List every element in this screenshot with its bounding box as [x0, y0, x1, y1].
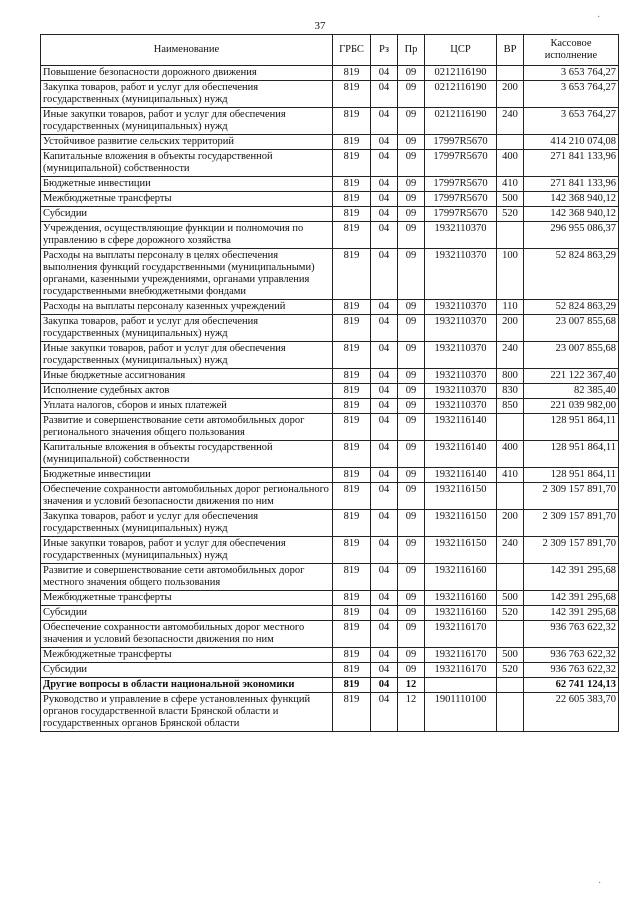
cell-amount: 142 368 940,12 — [524, 192, 619, 207]
cell-rz: 04 — [371, 384, 398, 399]
table-row — [41, 537, 619, 564]
cell-rz: 04 — [371, 468, 398, 483]
table-row — [41, 663, 619, 678]
cell-vr — [497, 483, 524, 510]
cell-name: Исполнение судебных актов — [41, 384, 333, 399]
table-row — [41, 414, 619, 441]
cell-name: Иные бюджетные ассигнования — [41, 369, 333, 384]
cell-grbs: 819 — [333, 108, 371, 135]
cell-name: Расходы на выплаты персоналу казенных учреждений — [41, 300, 333, 315]
cell-amount: 271 841 133,96 — [524, 150, 619, 177]
cell-vr — [497, 222, 524, 249]
cell-pr: 09 — [398, 606, 425, 621]
cell-name: Закупка товаров, работ и услуг для обеспечения государственных (муниципальных) нужд — [41, 81, 333, 108]
cell-amount: 2 309 157 891,70 — [524, 510, 619, 537]
cell-grbs: 819 — [333, 384, 371, 399]
cell-grbs: 819 — [333, 591, 371, 606]
cell-amount: 23 007 855,68 — [524, 315, 619, 342]
cell-name: Бюджетные инвестиции — [41, 177, 333, 192]
table-row — [41, 177, 619, 192]
cell-name: Межбюджетные трансферты — [41, 648, 333, 663]
cell-vr: 500 — [497, 192, 524, 207]
cell-grbs: 819 — [333, 621, 371, 648]
cell-grbs: 819 — [333, 66, 371, 81]
cell-amount: 3 653 764,27 — [524, 108, 619, 135]
cell-rz: 04 — [371, 564, 398, 591]
cell-vr — [497, 135, 524, 150]
cell-vr: 200 — [497, 81, 524, 108]
cell-csr: 1932110370 — [425, 300, 497, 315]
table-row — [41, 606, 619, 621]
cell-amount: 142 368 940,12 — [524, 207, 619, 222]
cell-grbs: 819 — [333, 648, 371, 663]
table-row — [41, 135, 619, 150]
cell-csr: 1932116170 — [425, 663, 497, 678]
cell-rz: 04 — [371, 315, 398, 342]
cell-amount: 62 741 124,13 — [524, 678, 619, 693]
table-row — [41, 591, 619, 606]
cell-vr — [497, 414, 524, 441]
cell-amount: 128 951 864,11 — [524, 468, 619, 483]
cell-name: Капитальные вложения в объекты государственной (муниципальной) собственности — [41, 441, 333, 468]
table-row — [41, 369, 619, 384]
cell-grbs: 819 — [333, 399, 371, 414]
cell-grbs: 819 — [333, 606, 371, 621]
cell-rz: 04 — [371, 648, 398, 663]
cell-csr: 1932116170 — [425, 648, 497, 663]
cell-pr: 09 — [398, 222, 425, 249]
cell-rz: 04 — [371, 510, 398, 537]
cell-rz: 04 — [371, 300, 398, 315]
cell-csr: 1932116160 — [425, 564, 497, 591]
cell-pr: 09 — [398, 621, 425, 648]
cell-rz: 04 — [371, 150, 398, 177]
cell-amount: 2 309 157 891,70 — [524, 537, 619, 564]
cell-pr: 09 — [398, 399, 425, 414]
cell-vr: 520 — [497, 207, 524, 222]
cell-grbs: 819 — [333, 222, 371, 249]
cell-pr: 09 — [398, 135, 425, 150]
cell-grbs: 819 — [333, 369, 371, 384]
table-row — [41, 192, 619, 207]
cell-name: Иные закупки товаров, работ и услуг для обеспечения государственных (муниципальных) нужд — [41, 537, 333, 564]
cell-vr: 240 — [497, 537, 524, 564]
cell-csr: 1932116150 — [425, 537, 497, 564]
table-row — [41, 510, 619, 537]
cell-amount: 23 007 855,68 — [524, 342, 619, 369]
header-rz: Рз — [371, 35, 398, 66]
cell-vr: 240 — [497, 342, 524, 369]
cell-name: Другие вопросы в области национальной экономики — [41, 678, 333, 693]
cell-csr: 1932116150 — [425, 510, 497, 537]
scan-mark: · — [598, 878, 602, 889]
cell-name: Межбюджетные трансферты — [41, 591, 333, 606]
cell-amount: 142 391 295,68 — [524, 606, 619, 621]
cell-amount: 221 039 982,00 — [524, 399, 619, 414]
cell-grbs: 819 — [333, 693, 371, 732]
cell-grbs: 819 — [333, 663, 371, 678]
cell-name: Закупка товаров, работ и услуг для обеспечения государственных (муниципальных) нужд — [41, 510, 333, 537]
cell-vr — [497, 693, 524, 732]
cell-csr: 1932116170 — [425, 621, 497, 648]
cell-rz: 04 — [371, 591, 398, 606]
cell-pr: 09 — [398, 192, 425, 207]
cell-pr: 12 — [398, 693, 425, 732]
cell-grbs: 819 — [333, 678, 371, 693]
cell-vr: 520 — [497, 606, 524, 621]
cell-vr: 200 — [497, 510, 524, 537]
cell-rz: 04 — [371, 441, 398, 468]
cell-amount: 296 955 086,37 — [524, 222, 619, 249]
cell-pr: 09 — [398, 66, 425, 81]
table-row — [41, 222, 619, 249]
cell-csr: 17997R5670 — [425, 150, 497, 177]
table-row — [41, 108, 619, 135]
cell-rz: 04 — [371, 108, 398, 135]
cell-name: Межбюджетные трансферты — [41, 192, 333, 207]
cell-grbs: 819 — [333, 81, 371, 108]
cell-rz: 04 — [371, 663, 398, 678]
cell-amount: 271 841 133,96 — [524, 177, 619, 192]
header-grbs: ГРБС — [333, 35, 371, 66]
cell-pr: 09 — [398, 315, 425, 342]
cell-grbs: 819 — [333, 483, 371, 510]
cell-rz: 04 — [371, 342, 398, 369]
table-row — [41, 648, 619, 663]
cell-rz: 04 — [371, 207, 398, 222]
cell-csr: 0212116190 — [425, 108, 497, 135]
cell-name: Расходы на выплаты персоналу в целях обеспечения выполнения функций государственными (муниципальными) органами, казенными учреждениями, органами управления государственными внебюджетными фондами — [41, 249, 333, 300]
cell-vr — [497, 678, 524, 693]
cell-csr: 1932116140 — [425, 441, 497, 468]
cell-csr: 1932110370 — [425, 384, 497, 399]
cell-csr: 1932110370 — [425, 342, 497, 369]
cell-grbs: 819 — [333, 300, 371, 315]
table-body — [41, 66, 619, 732]
cell-rz: 04 — [371, 249, 398, 300]
cell-amount: 52 824 863,29 — [524, 249, 619, 300]
cell-vr: 520 — [497, 663, 524, 678]
cell-csr: 17997R5670 — [425, 192, 497, 207]
cell-name: Субсидии — [41, 207, 333, 222]
cell-csr — [425, 678, 497, 693]
cell-pr: 09 — [398, 300, 425, 315]
cell-pr: 09 — [398, 414, 425, 441]
cell-rz: 04 — [371, 192, 398, 207]
cell-pr: 09 — [398, 663, 425, 678]
cell-csr: 17997R5670 — [425, 207, 497, 222]
cell-pr: 09 — [398, 108, 425, 135]
cell-rz: 04 — [371, 81, 398, 108]
cell-name: Уплата налогов, сборов и иных платежей — [41, 399, 333, 414]
cell-csr: 1932116140 — [425, 468, 497, 483]
cell-amount: 128 951 864,11 — [524, 414, 619, 441]
cell-vr: 500 — [497, 591, 524, 606]
cell-pr: 09 — [398, 207, 425, 222]
cell-pr: 09 — [398, 249, 425, 300]
cell-amount: 52 824 863,29 — [524, 300, 619, 315]
header-vr: ВР — [497, 35, 524, 66]
cell-grbs: 819 — [333, 150, 371, 177]
cell-vr: 410 — [497, 468, 524, 483]
cell-grbs: 819 — [333, 177, 371, 192]
header-amount: Кассовое исполнение — [524, 35, 619, 66]
cell-pr: 09 — [398, 648, 425, 663]
cell-vr: 410 — [497, 177, 524, 192]
cell-vr: 500 — [497, 648, 524, 663]
cell-pr: 09 — [398, 177, 425, 192]
cell-grbs: 819 — [333, 249, 371, 300]
scan-mark: · — [597, 12, 601, 23]
cell-grbs: 819 — [333, 510, 371, 537]
cell-grbs: 819 — [333, 564, 371, 591]
cell-rz: 04 — [371, 369, 398, 384]
table-row — [41, 441, 619, 468]
cell-grbs: 819 — [333, 537, 371, 564]
cell-csr: 1932116160 — [425, 606, 497, 621]
cell-rz: 04 — [371, 177, 398, 192]
cell-vr: 400 — [497, 441, 524, 468]
table-row — [41, 81, 619, 108]
table-row — [41, 693, 619, 732]
cell-grbs: 819 — [333, 468, 371, 483]
cell-vr — [497, 621, 524, 648]
cell-name: Закупка товаров, работ и услуг для обеспечения государственных (муниципальных) нужд — [41, 315, 333, 342]
cell-pr: 09 — [398, 564, 425, 591]
cell-name: Руководство и управление в сфере установленных функций органов государственной власти Брянской области и государственных органов Брянской области — [41, 693, 333, 732]
cell-pr: 09 — [398, 342, 425, 369]
table-row — [41, 315, 619, 342]
cell-name: Развитие и совершенствование сети автомобильных дорог регионального значения общего пользования — [41, 414, 333, 441]
cell-vr: 850 — [497, 399, 524, 414]
cell-vr: 200 — [497, 315, 524, 342]
cell-name: Повышение безопасности дорожного движения — [41, 66, 333, 81]
cell-rz: 04 — [371, 606, 398, 621]
budget-execution-table — [40, 34, 619, 732]
cell-pr: 09 — [398, 510, 425, 537]
cell-csr: 0212116190 — [425, 81, 497, 108]
cell-vr: 830 — [497, 384, 524, 399]
cell-csr: 17997R5670 — [425, 135, 497, 150]
cell-rz: 04 — [371, 135, 398, 150]
cell-csr: 1932116150 — [425, 483, 497, 510]
cell-amount: 142 391 295,68 — [524, 591, 619, 606]
table-row — [41, 468, 619, 483]
cell-pr: 09 — [398, 441, 425, 468]
cell-amount: 142 391 295,68 — [524, 564, 619, 591]
cell-amount: 936 763 622,32 — [524, 648, 619, 663]
table-row — [41, 300, 619, 315]
cell-amount: 221 122 367,40 — [524, 369, 619, 384]
cell-csr: 1932110370 — [425, 369, 497, 384]
table-row — [41, 150, 619, 177]
cell-csr: 1932110370 — [425, 399, 497, 414]
cell-grbs: 819 — [333, 135, 371, 150]
cell-name: Иные закупки товаров, работ и услуг для обеспечения государственных (муниципальных) нужд — [41, 108, 333, 135]
cell-grbs: 819 — [333, 192, 371, 207]
cell-amount: 3 653 764,27 — [524, 81, 619, 108]
table-row — [41, 207, 619, 222]
header-pr: Пр — [398, 35, 425, 66]
cell-vr: 110 — [497, 300, 524, 315]
table-row — [41, 399, 619, 414]
cell-amount: 936 763 622,32 — [524, 663, 619, 678]
cell-amount: 22 605 383,70 — [524, 693, 619, 732]
cell-csr: 1932110370 — [425, 315, 497, 342]
cell-rz: 04 — [371, 222, 398, 249]
cell-rz: 04 — [371, 483, 398, 510]
cell-csr: 1901110100 — [425, 693, 497, 732]
header-csr: ЦСР — [425, 35, 497, 66]
cell-grbs: 819 — [333, 315, 371, 342]
cell-csr: 0212116190 — [425, 66, 497, 81]
cell-grbs: 819 — [333, 414, 371, 441]
cell-csr: 1932110370 — [425, 249, 497, 300]
cell-name: Иные закупки товаров, работ и услуг для обеспечения государственных (муниципальных) нужд — [41, 342, 333, 369]
cell-name: Субсидии — [41, 663, 333, 678]
cell-pr: 09 — [398, 81, 425, 108]
cell-vr: 400 — [497, 150, 524, 177]
table-header-row — [41, 35, 619, 66]
header-name: Наименование — [41, 35, 333, 66]
cell-csr: 1932116160 — [425, 591, 497, 606]
cell-pr: 12 — [398, 678, 425, 693]
cell-name: Капитальные вложения в объекты государственной (муниципальной) собственности — [41, 150, 333, 177]
cell-vr — [497, 66, 524, 81]
table-row — [41, 342, 619, 369]
cell-pr: 09 — [398, 384, 425, 399]
cell-rz: 04 — [371, 399, 398, 414]
cell-amount: 128 951 864,11 — [524, 441, 619, 468]
cell-vr — [497, 564, 524, 591]
cell-vr: 800 — [497, 369, 524, 384]
cell-pr: 09 — [398, 369, 425, 384]
table-row — [41, 66, 619, 81]
cell-name: Развитие и совершенствование сети автомобильных дорог местного значения общего пользования — [41, 564, 333, 591]
cell-name: Устойчивое развитие сельских территорий — [41, 135, 333, 150]
cell-rz: 04 — [371, 678, 398, 693]
cell-amount: 3 653 764,27 — [524, 66, 619, 81]
table-row — [41, 483, 619, 510]
cell-pr: 09 — [398, 537, 425, 564]
cell-name: Бюджетные инвестиции — [41, 468, 333, 483]
cell-amount: 2 309 157 891,70 — [524, 483, 619, 510]
cell-vr: 240 — [497, 108, 524, 135]
cell-rz: 04 — [371, 621, 398, 648]
cell-name: Обеспечение сохранности автомобильных дорог местного значения и условий безопасности движения по ним — [41, 621, 333, 648]
table-row — [41, 564, 619, 591]
page-number: 37 — [314, 20, 326, 32]
table-row — [41, 384, 619, 399]
cell-csr: 1932110370 — [425, 222, 497, 249]
cell-rz: 04 — [371, 66, 398, 81]
cell-grbs: 819 — [333, 207, 371, 222]
cell-name: Субсидии — [41, 606, 333, 621]
cell-amount: 936 763 622,32 — [524, 621, 619, 648]
cell-pr: 09 — [398, 150, 425, 177]
cell-grbs: 819 — [333, 441, 371, 468]
cell-pr: 09 — [398, 483, 425, 510]
table-row — [41, 621, 619, 648]
table-row — [41, 678, 619, 693]
cell-rz: 04 — [371, 693, 398, 732]
cell-pr: 09 — [398, 591, 425, 606]
cell-grbs: 819 — [333, 342, 371, 369]
cell-csr: 1932116140 — [425, 414, 497, 441]
cell-name: Учреждения, осуществляющие функции и полномочия по управлению в сфере дорожного хозяйства — [41, 222, 333, 249]
cell-name: Обеспечение сохранности автомобильных дорог регионального значения и условий безопасности движения по ним — [41, 483, 333, 510]
cell-vr: 100 — [497, 249, 524, 300]
cell-amount: 414 210 074,08 — [524, 135, 619, 150]
cell-amount: 82 385,40 — [524, 384, 619, 399]
cell-pr: 09 — [398, 468, 425, 483]
table-row — [41, 249, 619, 300]
cell-rz: 04 — [371, 537, 398, 564]
cell-rz: 04 — [371, 414, 398, 441]
cell-csr: 17997R5670 — [425, 177, 497, 192]
